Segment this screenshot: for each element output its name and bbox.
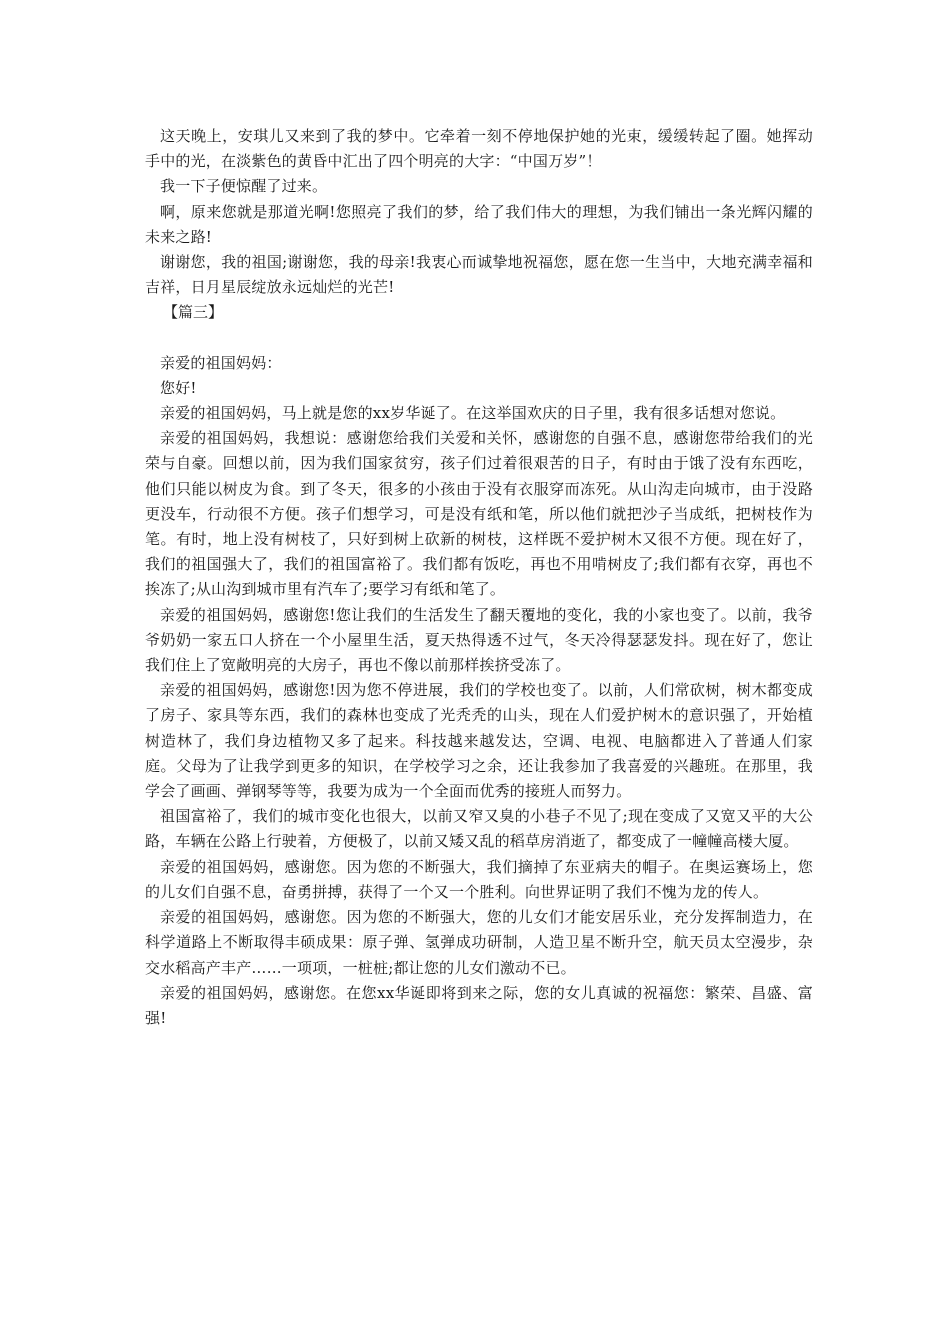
paragraph: 亲爱的祖国妈妈，我想说：感谢您给我们关爱和关怀，感谢您的自强不息，感谢您带给我们的光荣与自豪。回想以前，因为我们国家贫穷，孩子们过着很艰苦的日子，有时由于饿了没有东西吃，他们只能以树皮为食。到了冬天，很多的小孩由于没有衣服穿而冻死。从山沟走向城市，由于没路更没车，行动很不方便。孩子们想学习，可是没有纸和笔，所以他们就把沙子当成纸，把树枝作为笔。有时，地上没有树枝了，只好到树上砍新的树枝，这样既不爱护树木又很不方便。现在好了，我们的祖国强大了，我们的祖国富裕了。我们都有饭吃，再也不用啃树皮了;我们都有衣穿，再也不挨冻了;从山沟到城市里有汽车了;要学习有纸和笔了。	[145, 429, 813, 599]
paragraph: 这天晚上，安琪儿又来到了我的梦中。它牵着一刻不停地保护她的光束，缓缓转起了圈。她挥动手中的光，在淡紫色的黄昏中汇出了四个明亮的大字：“中国万岁”！	[145, 127, 813, 171]
letter-greeting: 您好!	[160, 378, 197, 397]
section-heading: 【篇三】	[163, 303, 224, 322]
paragraph: 亲爱的祖国妈妈，感谢您。因为您的不断强大，您的儿女们才能安居乐业，充分发挥制造力，在科学道路上不断取得丰硕成果：原子弹、氢弹成功研制，人造卫星不断升空，航天员太空漫步，杂交水稻高产丰产……一项项，一桩桩;都让您的儿女们激动不已。	[145, 908, 813, 977]
document-page	[145, 124, 813, 1031]
paragraph: 我一下子便惊醒了过来。	[160, 177, 328, 196]
paragraph: 谢谢您，我的祖国;谢谢您，我的母亲!我衷心而诚挚地祝福您，愿在您一生当中，大地充满幸福和吉祥，日月星辰绽放永远灿烂的光芒!	[145, 253, 813, 297]
paragraph: 亲爱的祖国妈妈，感谢您。因为您的不断强大，我们摘掉了东亚病夫的帽子。在奥运赛场上，您的儿女们自强不息，奋勇拼搏，获得了一个又一个胜利。向世界证明了我们不愧为龙的传人。	[145, 857, 813, 901]
paragraph: 祖国富裕了，我们的城市变化也很大，以前又窄又臭的小巷子不见了;现在变成了又宽又平的大公路，车辆在公路上行驶着，方便极了，以前又矮又乱的稻草房消逝了，都变成了一幢幢高楼大厦。	[145, 807, 813, 851]
paragraph: 亲爱的祖国妈妈，马上就是您的xx岁华诞了。在这举国欢庆的日子里，我有很多话想对您说。	[160, 404, 786, 423]
letter-salutation: 亲爱的祖国妈妈：	[160, 353, 282, 372]
paragraph: 亲爱的祖国妈妈，感谢您!您让我们的生活发生了翻天覆地的变化，我的小家也变了。以前，我爷爷奶奶一家五口人挤在一个小屋里生活，夏天热得透不过气，冬天冷得瑟瑟发抖。现在好了，您让我们住上了宽敞明亮的大房子，再也不像以前那样挨挤受冻了。	[145, 605, 813, 675]
paragraph: 啊，原来您就是那道光啊!您照亮了我们的梦，给了我们伟大的理想，为我们铺出一条光辉闪耀的未来之路!	[145, 202, 813, 246]
paragraph: 亲爱的祖国妈妈，感谢您!因为您不停进展，我们的学校也变了。以前，人们常砍树，树木都变成了房子、家具等东西，我们的森林也变成了光秃秃的山头，现在人们爱护树木的意识强了，开始植树造林了，我们身边植物又多了起来。科技越来越发达，空调、电视、电脑都进入了普通人们家庭。父母为了让我学到更多的知识，在学校学习之余，还让我参加了我喜爱的兴趣班。在那里，我学会了画画、弹钢琴等等，我要为成为一个全面而优秀的接班人而努力。	[145, 681, 813, 801]
paragraph: 亲爱的祖国妈妈，感谢您。在您xx华诞即将到来之际，您的女儿真诚的祝福您：繁荣、昌盛、富强!	[145, 983, 813, 1027]
blank-line	[145, 326, 813, 351]
